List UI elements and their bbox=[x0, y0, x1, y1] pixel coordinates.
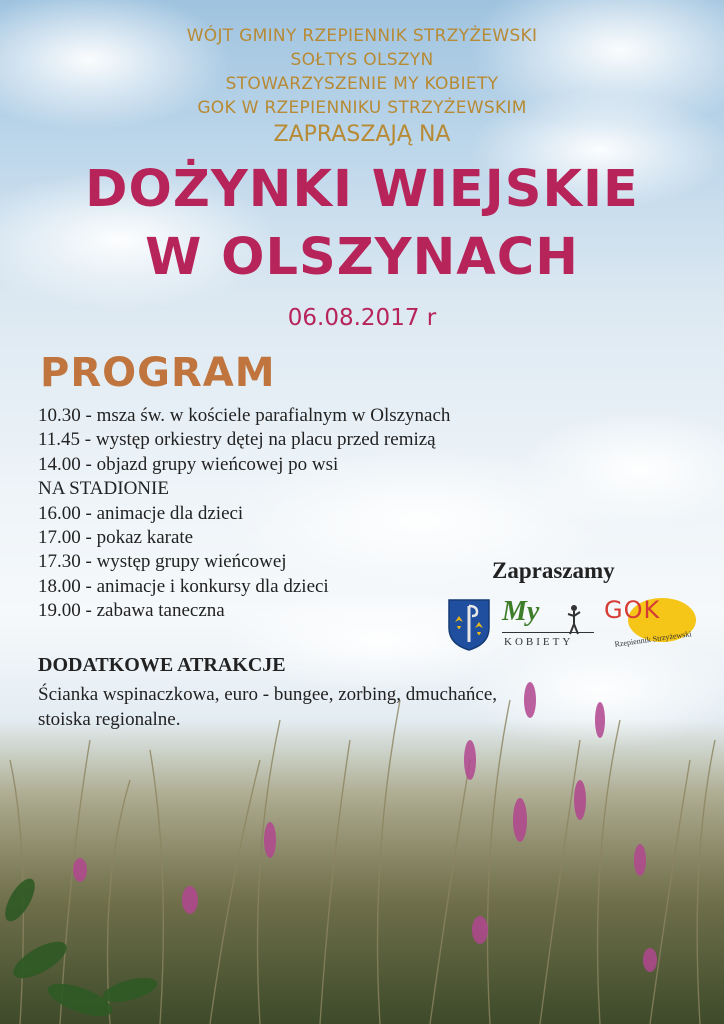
my-kobiety-word: My bbox=[502, 596, 540, 627]
my-kobiety-logo bbox=[502, 598, 598, 652]
organizer-line: GOK W RZEPIENNIKU STRZYŻEWSKIM bbox=[197, 98, 527, 118]
program-item: 10.30 - msza św. w kościele parafialnym w Olszynach bbox=[38, 405, 451, 426]
sponsors-heading: Zapraszamy bbox=[492, 558, 615, 583]
event-date: 06.08.2017 r bbox=[287, 305, 437, 331]
program-item: 16.00 - animacje dla dzieci bbox=[38, 502, 244, 524]
program-list bbox=[38, 404, 450, 624]
program-item: 17.00 - pokaz karate bbox=[38, 526, 194, 548]
gok-word: GOK bbox=[604, 596, 661, 624]
gok-logo bbox=[600, 596, 710, 656]
program-item: 11.45 - występ orkiestry dętej na placu przed remizą bbox=[38, 429, 436, 451]
program-subheading: NA STADIONIE bbox=[38, 478, 169, 500]
organizer-line: STOWARZYSZENIE MY KOBIETY bbox=[225, 74, 499, 94]
program-heading: PROGRAM bbox=[40, 350, 276, 396]
event-title-line2: W OLSZYNACH bbox=[145, 228, 579, 287]
program-item: 14.00 - objazd grupy wieńcowej po wsi bbox=[38, 453, 339, 475]
logo-divider bbox=[502, 632, 594, 633]
program-item: 18.00 - animacje i konkursy dla dzieci bbox=[38, 575, 329, 597]
organizer-line: WÓJT GMINY RZEPIENNIK STRZYŻEWSKI bbox=[186, 26, 538, 46]
my-kobiety-sub: KOBIETY bbox=[504, 636, 574, 648]
extra-attractions-text: Ścianka wspinaczkowa, euro - bungee, zorbing, dmuchańce, stoiska regionalne. bbox=[38, 684, 497, 730]
program-item: 19.00 - zabawa taneczna bbox=[38, 600, 225, 622]
gok-sub: Rzepiennik Strzyżewski bbox=[614, 629, 693, 649]
invite-line: ZAPRASZAJĄ NA bbox=[273, 122, 451, 147]
event-title-line1: DOŻYNKI WIEJSKIE bbox=[85, 160, 639, 219]
coat-of-arms-icon bbox=[447, 598, 491, 652]
organizer-line: SOŁTYS OLSZYN bbox=[290, 50, 434, 70]
extra-attractions-heading: DODATKOWE ATRAKCJE bbox=[38, 654, 286, 676]
program-item: 17.30 - występ grupy wieńcowej bbox=[38, 551, 287, 573]
